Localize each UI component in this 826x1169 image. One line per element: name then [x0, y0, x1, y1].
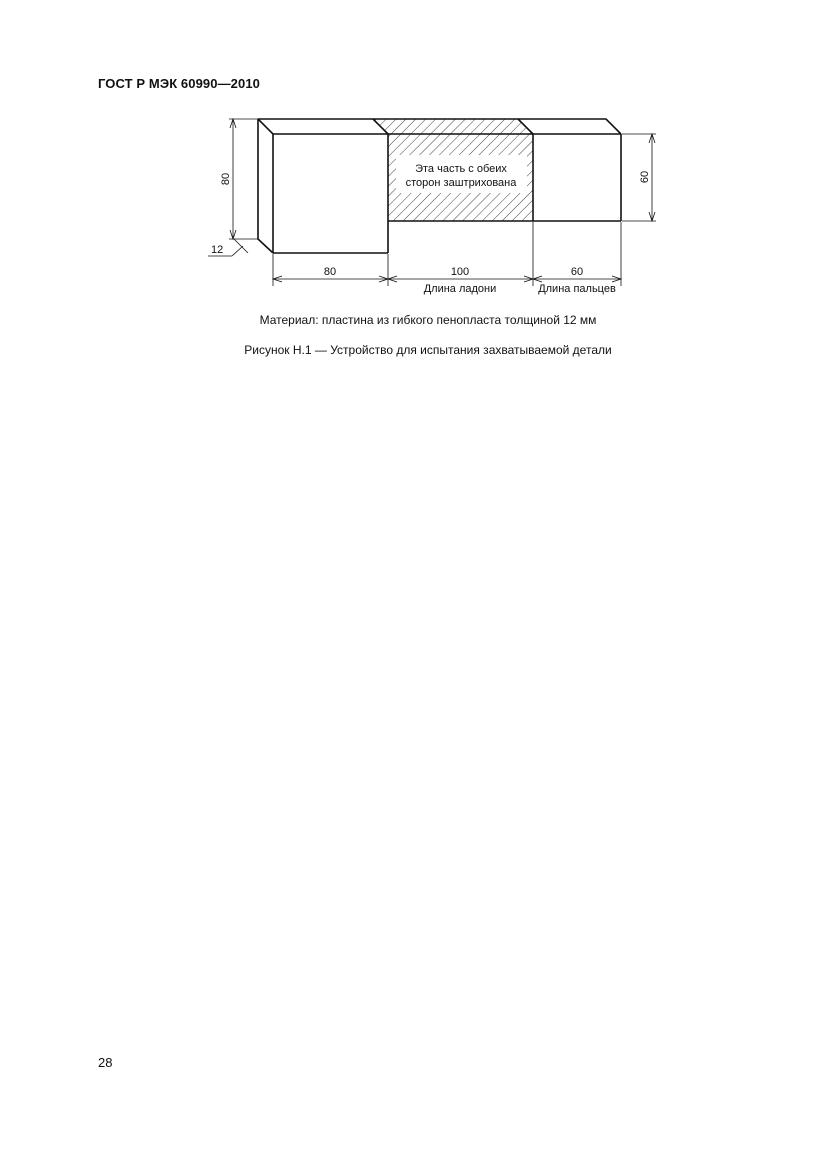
dim-height-right-label: 60	[639, 170, 651, 184]
dim-length-1-label: 80	[323, 266, 337, 278]
material-note: Материал: пластина из гибкого пенопласта толщиной 12 мм	[259, 313, 597, 327]
dim-length-2-label: 100	[450, 266, 470, 278]
page-number: 28	[98, 1055, 113, 1070]
dim-height-left-label: 80	[220, 172, 232, 186]
dim-thickness-label: 12	[211, 244, 224, 256]
fingers-length-label: Длина пальцев	[538, 283, 616, 295]
hatched-note-line2: сторон заштрихована	[405, 177, 517, 189]
dim-length-3-label: 60	[570, 266, 584, 278]
figure-caption: Рисунок Н.1 — Устройство для испытания захватываемой детали	[244, 343, 612, 357]
hatched-note-line1: Эта часть с обеих	[415, 163, 507, 175]
document-header: ГОСТ Р МЭК 60990—2010	[98, 76, 261, 91]
palm-length-label: Длина ладони	[423, 283, 497, 295]
